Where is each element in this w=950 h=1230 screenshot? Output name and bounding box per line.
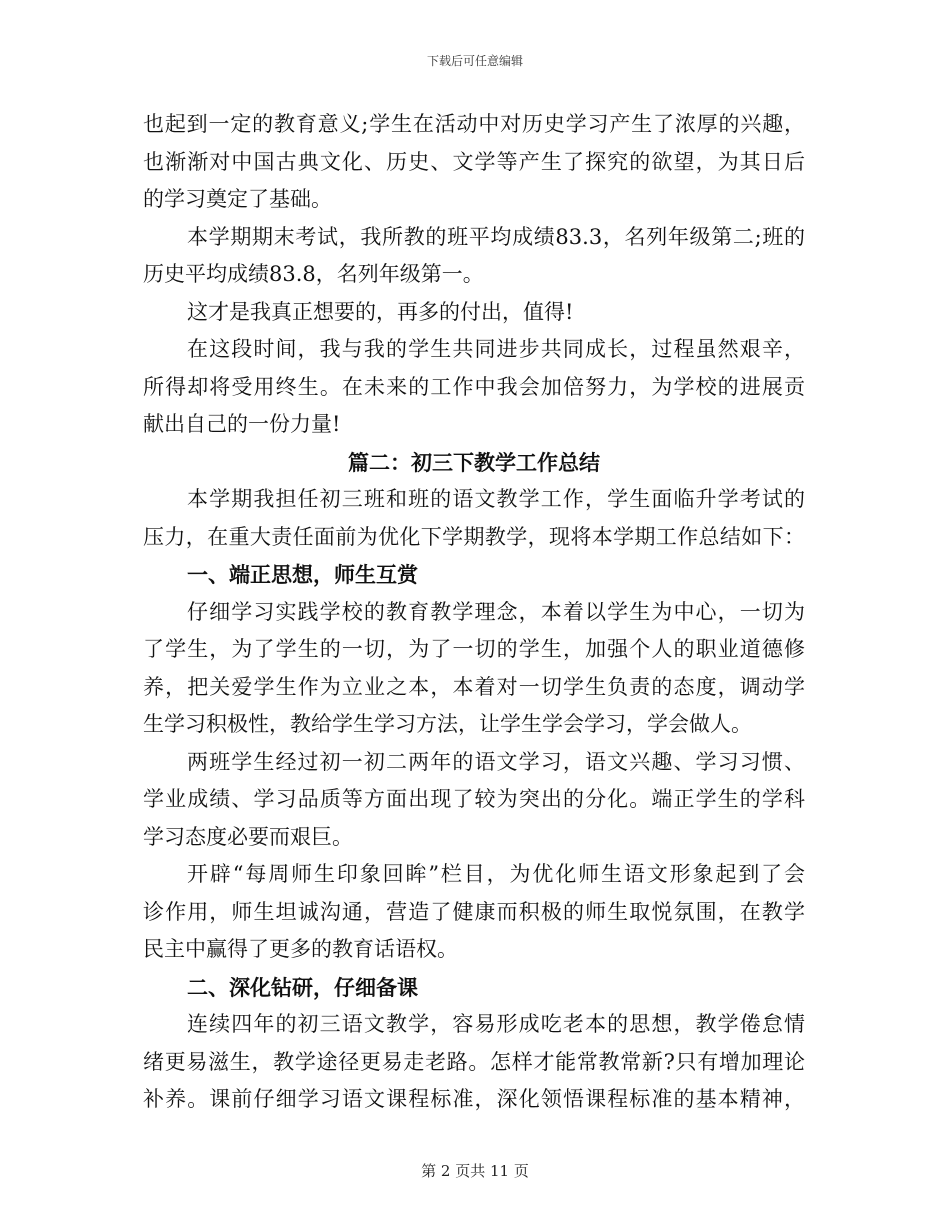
page-header: 下载后可任意编辑 — [426, 54, 523, 68]
paragraph-line: 连续四年的初三语文教学，容易形成吃老本的思想，教学倦怠情 — [187, 1012, 805, 1036]
paragraph-line: 压力，在重大责任面前为优化下学期教学，现将本学期工作总结如下： — [143, 524, 805, 549]
paragraph-line: 仔细学习实践学校的教育教学理念，本着以学生为中心，一切为 — [187, 599, 805, 624]
paragraph-line: 绪更易滋生，教学途径更易走老路。怎样才能常教常新?只有增加理论 — [143, 1049, 805, 1074]
page-footer: 第 2 页共 11 页 — [421, 1162, 529, 1180]
paragraph-line: 这才是我真正想要的，再多的付出，值得! — [187, 299, 574, 324]
paragraph-line: 补养。课前仔细学习语文课程标准，深化领悟课程标准的基本精神， — [143, 1087, 805, 1111]
paragraph-line: 历史平均成绩83.8，名列年级第一。 — [143, 262, 484, 286]
section-heading: 二、深化钻研，仔细备课 — [187, 974, 418, 1000]
paragraph-line: 两班学生经过初一初二两年的语文学习，语文兴趣、学习习惯、 — [187, 749, 805, 774]
paragraph-line: 学习态度必要而艰巨。 — [143, 824, 353, 849]
paragraph-line: 本学期期末考试，我所教的班平均成绩83.3，名列年级第二;班的 — [187, 224, 805, 249]
paragraph-line: 也起到一定的教育意义;学生在活动中对历史学习产生了浓厚的兴趣， — [143, 112, 805, 136]
paragraph-line: 在这段时间，我与我的学生共同进步共同成长，过程虽然艰辛， — [187, 337, 805, 361]
section-title: 篇二：初三下教学工作总结 — [348, 449, 600, 475]
paragraph-line: 所得却将受用终生。在未来的工作中我会加倍努力，为学校的进展贡 — [143, 374, 805, 399]
paragraph-line: 本学期我担任初三班和班的语文教学工作，学生面临升学考试的 — [187, 487, 805, 511]
paragraph-line: 养，把关爱学生作为立业之本，本着对一切学生负责的态度，调动学 — [143, 674, 805, 699]
paragraph-line: 民主中赢得了更多的教育话语权。 — [143, 937, 458, 961]
paragraph-line: 诊作用，师生坦诚沟通，营造了健康而积极的师生取悦氛围，在教学 — [143, 899, 805, 924]
paragraph-line: 的学习奠定了基础。 — [143, 187, 332, 211]
paragraph-line: 开辟“每周师生印象回眸”栏目，为优化师生语文形象起到了会 — [187, 862, 805, 886]
paragraph-line: 也渐渐对中国古典文化、历史、文学等产生了探究的欲望，为其日后 — [143, 149, 805, 174]
paragraph-line: 了学生，为了学生的一切，为了一切的学生，加强个人的职业道德修 — [143, 637, 805, 661]
section-heading: 一、端正思想，师生互赏 — [187, 562, 418, 587]
paragraph-line: 献出自己的一份力量! — [143, 412, 341, 436]
paragraph-line: 学业成绩、学习品质等方面出现了较为突出的分化。端正学生的学科 — [143, 787, 805, 811]
paragraph-line: 生学习积极性，教给学生学习方法，让学生学会学习，学会做人。 — [143, 712, 752, 736]
document-body — [143, 106, 805, 1119]
